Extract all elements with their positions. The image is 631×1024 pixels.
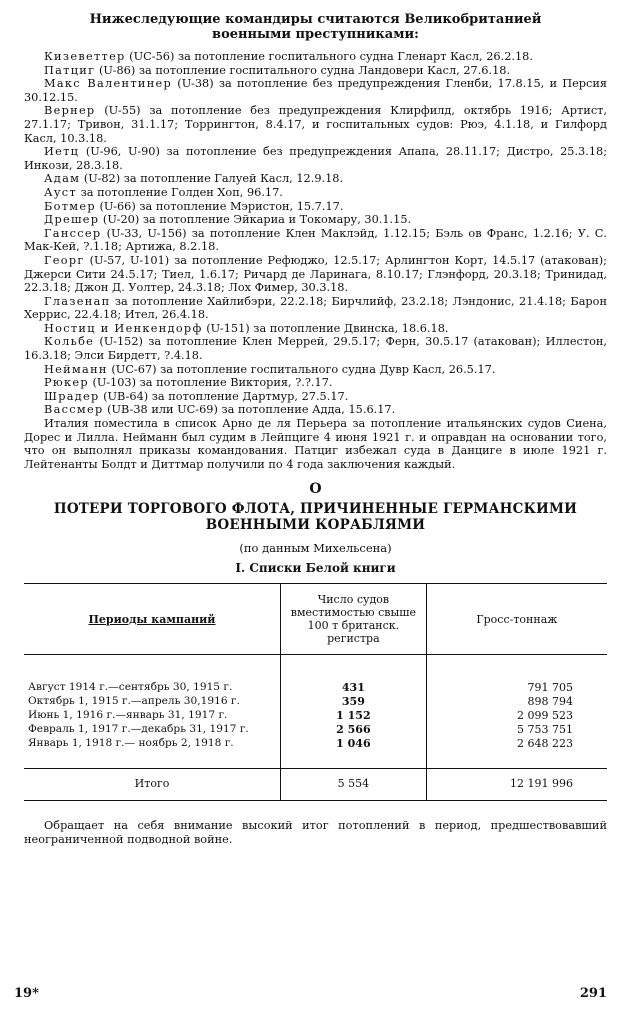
row-period: Февраль 1, 1917 г.—декабрь 31, 1917 г. xyxy=(28,722,249,735)
entry-text: (U-152) за потопление Клен Меррей, 29.5.17; Ферн, 30.5.17 (атакован); Иллестон, 16.3.18; Элси Бирдетт, ?.4.18. xyxy=(24,335,607,363)
total-label: Итого xyxy=(24,769,281,801)
list-item xyxy=(24,64,607,78)
commander-name: Вернер xyxy=(44,104,96,118)
page-heading: Нижеследующие командиры считаются Великобританией военными преступниками: xyxy=(89,12,542,42)
entry-text: (U-151) за потопление Двинска, 18.6.18. xyxy=(202,321,449,335)
entry-text: (UC-67) за потопление госпитального судна Дувр Касл, 26.5.17. xyxy=(107,362,496,376)
list-item xyxy=(24,254,607,295)
table-row xyxy=(24,709,607,723)
row-ships: 359 xyxy=(281,695,427,709)
row-ships: 1 152 xyxy=(281,709,427,723)
commander-name: Ганссер xyxy=(44,226,102,240)
entry-text: (U-55) за потопление без предупреждения Клирфилд, октябрь 1916; Артист, 27.1.17; Тривон, 31.1.17; Торрингтон, 8.4.17, и госпитальных судов: Рюэ, 4.1.18, и Гилфорд Касл, 10.3.18. xyxy=(24,104,607,145)
total-ships: 5 554 xyxy=(281,769,427,801)
entry-text: (U-20) за потопление Эйкариа и Токомару, 30.1.15. xyxy=(99,213,412,227)
row-tonnage: 791 705 xyxy=(527,681,573,695)
header-ship-count: Число судов вместимостью свыше 100 т британск. регистра xyxy=(281,584,427,655)
commander-name: Ботмер xyxy=(44,199,96,213)
commander-name: Ауст xyxy=(44,185,77,199)
section-divider: О xyxy=(309,481,322,498)
table-row xyxy=(24,723,607,737)
row-tonnage: 2 648 223 xyxy=(517,736,573,750)
header-gross-tonnage: Гросс-тоннаж xyxy=(426,584,607,655)
page xyxy=(24,12,607,847)
entry-text: (U-33, U-156) за потопление Клен Маклэйд, 1.12.15; Бэль ов Франс, 1.2.16; У. С. Мак-Кей, ?.1.18; Артижа, 8.2.18. xyxy=(24,226,607,254)
list-item xyxy=(24,390,607,404)
commander-name: Вассмер xyxy=(44,403,104,417)
entry-text: (U-57, U-101) за потопление Рефюджо, 12.5.17; Арлингтон Корт, 14.5.17 (атакован); Джерси Сити 24.5.17; Тиел, 1.6.17; Ричард де Ларинага, 8.10.17; Глэнфорд, 20.3.18; Тринидад, 22.3.18; Джон Д. Уолтер, 24.3.18; Лох Фимер, 30.3.18. xyxy=(24,253,607,295)
row-ships: 1 046 xyxy=(281,737,427,769)
commander-name: Нейманн xyxy=(44,362,108,376)
table-header-row xyxy=(24,584,607,655)
row-period: Июнь 1, 1916 г.—январь 31, 1917 г. xyxy=(28,709,228,721)
commander-name: Георг xyxy=(44,253,85,267)
table-row xyxy=(24,695,607,709)
list-item xyxy=(24,403,607,417)
table-subtitle: I. Списки Белой книги xyxy=(235,561,396,576)
list-item xyxy=(24,227,607,254)
total-tonnage: 12 191 996 xyxy=(426,769,607,801)
entry-text: (U-86) за потопление госпитального судна Ландовери Касл, 27.6.18. xyxy=(95,63,511,77)
row-ships: 2 566 xyxy=(281,723,427,737)
entry-text: (U-103) за потопление Виктория, ?.?.17. xyxy=(88,376,333,390)
commander-name: Иетц xyxy=(44,145,80,159)
row-period: Октябрь 1, 1915 г.—апрель 30,1916 г. xyxy=(28,695,240,708)
closing-paragraph: Италия поместила в список Арно де ля Перьера за потопление итальянских судов Сиена, Дорес и Лилла. Нейманн был судим в Лейпциге 4 июня 1921 г. и оправдан на основании того, что он выполнял приказы командования. Патциг избежал суда в Данциге в июле 1921 г. Лейтенанты Болдт и Диттмар получили по 4 года заключения каждый. xyxy=(24,417,607,471)
row-ships: 431 xyxy=(281,655,427,695)
list-item xyxy=(24,376,607,390)
footnote: Обращает на себя внимание высокий итог потоплений в период, предшествовавший неограниченной подводной войне. xyxy=(24,819,607,847)
entry-text: (U-96, U-90) за потопление без предупреждения Апапа, 28.11.17; Дистро, 25.3.18; Инкози, 28.3.18. xyxy=(24,145,607,172)
table-total-row xyxy=(24,769,607,801)
commander-name: Макс Валентинер xyxy=(44,77,173,91)
list-item xyxy=(24,104,607,145)
commander-name: Дрешер xyxy=(44,213,100,227)
commander-name: Патциг xyxy=(44,63,96,77)
list-item xyxy=(24,213,607,227)
losses-table xyxy=(24,583,607,801)
list-item xyxy=(24,145,607,172)
list-item xyxy=(24,77,607,104)
header-periods: Периоды кампаний xyxy=(24,584,281,655)
entry-text: за потопление Голден Хоп, 96.17. xyxy=(76,185,283,199)
war-criminals-list xyxy=(24,50,607,417)
list-item xyxy=(24,50,607,64)
commander-name: Ностиц и Иенкендорф xyxy=(44,321,203,335)
row-period: Август 1914 г.—сентябрь 30, 1915 г. xyxy=(28,681,233,694)
commander-name: Кизеветтер xyxy=(44,50,126,63)
page-number: 291 xyxy=(579,986,607,1001)
list-item xyxy=(24,200,607,214)
commander-name: Шрадер xyxy=(44,389,100,403)
row-tonnage: 2 099 523 xyxy=(517,709,573,722)
entry-text: (UB-64) за потопление Дартмур, 27.5.17. xyxy=(99,389,349,403)
entry-text: (UC-56) за потопление госпитального судна Гленарт Касл, 26.2.18. xyxy=(125,50,533,63)
commander-name: Глазенап xyxy=(44,294,111,308)
commander-name: Кольбе xyxy=(44,335,95,349)
list-item xyxy=(24,172,607,186)
entry-text: (UB-38 или UC-69) за потопление Адда, 15.6.17. xyxy=(103,403,396,417)
table-row xyxy=(24,655,607,695)
signature-mark: 19* xyxy=(14,986,39,1001)
row-tonnage: 5 753 751 xyxy=(517,722,573,736)
section-title: ПОТЕРИ ТОРГОВОГО ФЛОТА, ПРИЧИНЕННЫЕ ГЕРМАНСКИМИ ВОЕННЫМИ КОРАБЛЯМИ xyxy=(53,501,578,534)
commander-name: Рюкер xyxy=(44,376,89,390)
list-item xyxy=(24,335,607,362)
entry-text: (U-38) за потопление без предупреждения Гленби, 17.8.15, и Персия 30.12.15. xyxy=(24,77,607,104)
entry-text: (U-66) за потопление Мэристон, 15.7.17. xyxy=(95,199,344,213)
entry-text: за потопление Хайлибэри, 22.2.18; Бирчлийф, 23.2.18; Лэндонис, 21.4.18; Барон Херрис, 22.4.18; Ител, 26.4.18. xyxy=(24,294,607,322)
row-period: Январь 1, 1918 г.— ноябрь 2, 1918 г. xyxy=(28,736,234,749)
table-row xyxy=(24,737,607,769)
list-item xyxy=(24,186,607,200)
list-item xyxy=(24,322,607,336)
list-item xyxy=(24,295,607,322)
source-note: (по данным Михельсена) xyxy=(239,541,392,556)
entry-text: (U-82) за потопление Галуей Касл, 12.9.18. xyxy=(80,172,344,186)
row-tonnage: 898 794 xyxy=(527,695,573,709)
list-item xyxy=(24,363,607,377)
commander-name: Адам xyxy=(44,172,81,186)
